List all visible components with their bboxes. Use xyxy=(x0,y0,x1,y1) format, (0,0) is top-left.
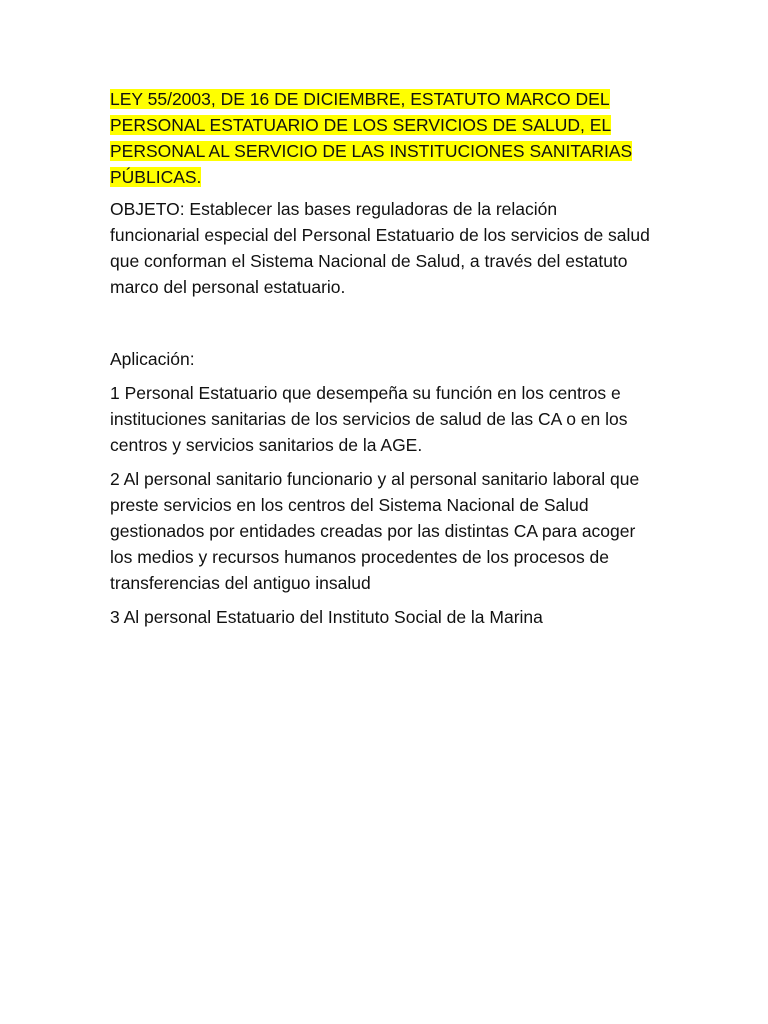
aplicacion-item-3: 3 Al personal Estatuario del Instituto Social de la Marina xyxy=(110,607,543,627)
paragraph-spacer xyxy=(110,308,650,346)
document-title xyxy=(110,86,650,190)
objeto-paragraph: OBJETO: Establecer las bases reguladoras de la relación funcionarial especial del Personal Estatuario de los servicios de salud que conforman el Sistema Nacional de Salud, a través del estatuto marco del personal estatuario. xyxy=(110,199,650,297)
document-body xyxy=(110,86,650,638)
aplicacion-item-1: 1 Personal Estatuario que desempeña su función en los centros e instituciones sanitarias de los servicios de salud de las CA o en los centros y servicios sanitarios de la AGE. xyxy=(110,383,628,455)
aplicacion-item-2: 2 Al personal sanitario funcionario y al personal sanitario laboral que preste servicios en los centros del Sistema Nacional de Salud gestionados por entidades creadas por las distintas CA para acoger los medios y recursos humanos procedentes de los procesos de transferencias del antiguo insalud xyxy=(110,469,640,593)
aplicacion-heading: Aplicación: xyxy=(110,349,195,369)
highlighted-title-text: LEY 55/2003, DE 16 DE DICIEMBRE, ESTATUTO MARCO DEL PERSONAL ESTATUARIO DE LOS SERVICIOS DE SALUD, EL PERSONAL AL SERVICIO DE LAS INSTITUCIONES SANITARIAS PÚBLICAS. xyxy=(110,89,633,187)
